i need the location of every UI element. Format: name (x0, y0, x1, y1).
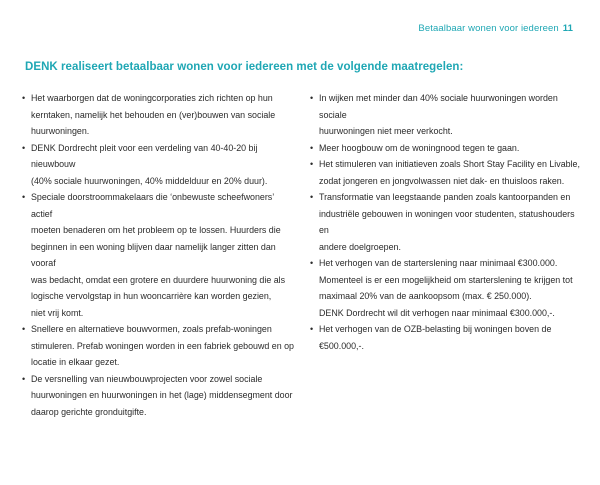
list-item-text: In wijken met minder dan 40% sociale huurwoningen worden sociale huurwoningen niet meer verkocht. (319, 93, 558, 136)
list-item-text: Transformatie van leegstaande panden zoals kantoorpanden en industriële gebouwen in woningen voor studenten, statushouders en andere doelgroepen. (319, 192, 575, 252)
list-item-text: Het stimuleren van initiatieven zoals Short Stay Facility en Livable, zodat jongeren en jongvolwassen niet dak- en thuisloos raken. (319, 159, 580, 186)
page-number: 11 (562, 23, 573, 34)
list-item-text: DENK Dordrecht pleit voor een verdeling van 40-40-20 bij nieuwbouw (40% sociale huurwoningen, 40% middelduur en 20% duur). (31, 142, 268, 186)
list-item (22, 321, 294, 371)
list-item-text: Meer hoogbouw om de woningnood tegen te gaan. (319, 142, 520, 153)
list-item (22, 189, 294, 321)
list-item (310, 321, 582, 354)
list-item-text: De versnelling van nieuwbouwprojecten voor zowel sociale huurwoningen en huurwoningen in het (lage) middensegment door daarop gerichte gronduitgifte. (31, 373, 293, 417)
list-item (22, 90, 294, 140)
right-bullet-list (310, 90, 582, 354)
list-item-text: Snellere en alternatieve bouwvormen, zoals prefab-woningen stimuleren. Prefab woningen worden in een fabriek gebouwd en op locatie in elkaar gezet. (31, 324, 294, 367)
list-item (310, 189, 582, 255)
list-item-text: Speciale doorstroommakelaars die ‘onbewuste scheefwoners’ actief moeten benaderen om het probleem op te lossen. Huurders die beginnen in een woning blijven daar namelijk langer zitten dan vooraf was bedacht, omdat een grotere en duurdere huurwoning die als logische vervolgstap in hun wooncarrière kan worden gezien, niet vrij komt. (31, 192, 286, 318)
list-item (310, 140, 582, 157)
list-item (22, 371, 294, 421)
list-item-text: Het verhogen van de starterslening naar minimaal €300.000. Momenteel is er een mogelijkheid om starterslening te krijgen tot maximaal 20% van de aankoopsom (max. € 250.000). DENK Dordrecht wil dit verhogen naar minimaal €300.000,-. (319, 258, 573, 318)
running-header (418, 23, 573, 34)
list-item (310, 156, 582, 189)
list-item (310, 90, 582, 140)
list-item (22, 140, 294, 190)
list-item-text: Het verhogen van de OZB-belasting bij woningen boven de €500.000,-. (319, 324, 552, 351)
left-bullet-list (22, 90, 294, 420)
section-heading: DENK realiseert betaalbaar wonen voor iedereen met de volgende maatregelen: (25, 61, 464, 73)
list-item (310, 255, 582, 321)
running-title: Betaalbaar wonen voor iedereen (418, 23, 559, 34)
list-item-text: Het waarborgen dat de woningcorporaties zich richten op hun kerntaken, namelijk het behouden en (ver)bouwen van sociale huurwoningen. (31, 93, 276, 136)
